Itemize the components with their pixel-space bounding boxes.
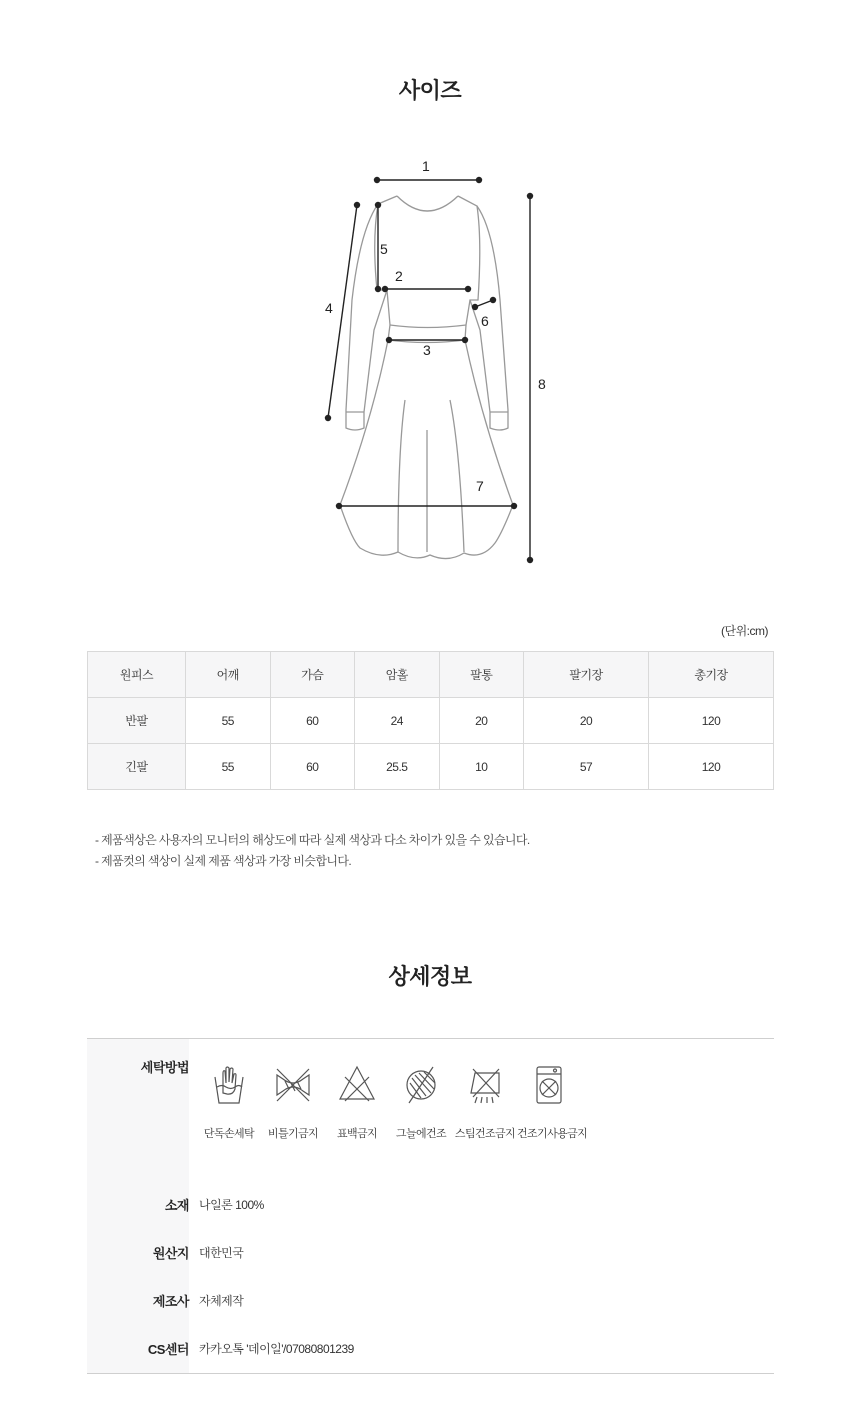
maker-label: 제조사 [152,1294,189,1309]
size-section-title: 사이즈 [398,78,462,103]
unit-note: (단위:cm) [720,624,768,638]
shade-dry-icon [401,1063,441,1107]
no-tumble-dry-icon [529,1063,569,1107]
table-cell: 60 [270,698,355,744]
notes [95,830,530,872]
detail-section-title: 상세정보 [388,964,472,989]
table-cell: 10 [439,744,524,790]
dress-outline [340,196,513,559]
table-header-cell: 원피스 [88,652,186,698]
dress-size-diagram [300,150,560,580]
note-line: - 제품색상은 사용자의 모니터의 해상도에 따라 실제 색상과 다소 차이가 있을 수 있습니다. [95,833,530,847]
origin-value: 대한민국 [199,1246,244,1260]
table-cell: 60 [270,744,355,790]
cs-value: 카카오톡 '데이일'/07080801239 [199,1342,354,1356]
row-name-cell: 반팔 [88,698,186,744]
care-item [325,1063,389,1141]
table-cell: 120 [649,744,774,790]
measure-lines [328,180,530,560]
measure-label-7: 7 [476,478,484,494]
care-item [261,1063,325,1141]
no-wring-icon [273,1063,313,1107]
measure-label-8: 8 [538,376,546,392]
table-cell: 20 [439,698,524,744]
care-item [453,1063,517,1141]
row-name-cell: 긴팔 [88,744,186,790]
table-header-cell: 가슴 [270,652,355,698]
care-label: 그늘에건조 [395,1128,447,1140]
measure-label-1: 1 [422,158,430,174]
table-header-cell: 팔기장 [524,652,649,698]
table-header-cell: 어깨 [186,652,271,698]
measure-label-6: 6 [481,313,489,329]
material-value: 나일론 100% [199,1198,264,1212]
care-item [197,1063,261,1141]
table-header-cell: 팔통 [439,652,524,698]
table-header-row [88,652,774,698]
table-cell: 20 [524,698,649,744]
material-label: 소재 [164,1198,189,1213]
care-label: 단독손세탁 [203,1128,255,1140]
table-cell: 55 [186,698,271,744]
cs-label: CS센터 [147,1342,189,1357]
note-line: - 제품컷의 색상이 실제 제품 색상과 가장 비슷합니다. [95,854,352,868]
care-item [389,1063,453,1141]
table-header-cell: 총기장 [649,652,774,698]
table-cell: 120 [649,698,774,744]
table-cell: 55 [186,744,271,790]
no-bleach-icon [337,1063,377,1107]
care-label: 건조기사용금지 [517,1128,588,1140]
origin-label: 원산지 [152,1246,189,1261]
care-label: 표백금지 [336,1128,378,1140]
hand-wash-icon [209,1063,249,1107]
table-row [88,744,774,790]
measure-label-2: 2 [395,268,403,284]
care-label: 스팀건조금지 [454,1128,516,1140]
table-row [88,698,774,744]
size-table [87,651,774,790]
care-label: 비틀기금지 [267,1128,319,1140]
table-header-cell: 암홀 [355,652,440,698]
table-cell: 24 [355,698,440,744]
detail-info-table [87,1038,774,1374]
table-cell: 25.5 [355,744,440,790]
measure-label-3: 3 [423,342,431,358]
wash-label: 세탁방법 [140,1060,189,1075]
table-cell: 57 [524,744,649,790]
maker-value: 자체제작 [199,1294,244,1308]
care-item [517,1063,588,1141]
measure-label-5: 5 [380,241,388,257]
measure-label-4: 4 [325,300,333,316]
no-steam-dry-icon [465,1063,505,1107]
measure-dots [325,177,533,563]
